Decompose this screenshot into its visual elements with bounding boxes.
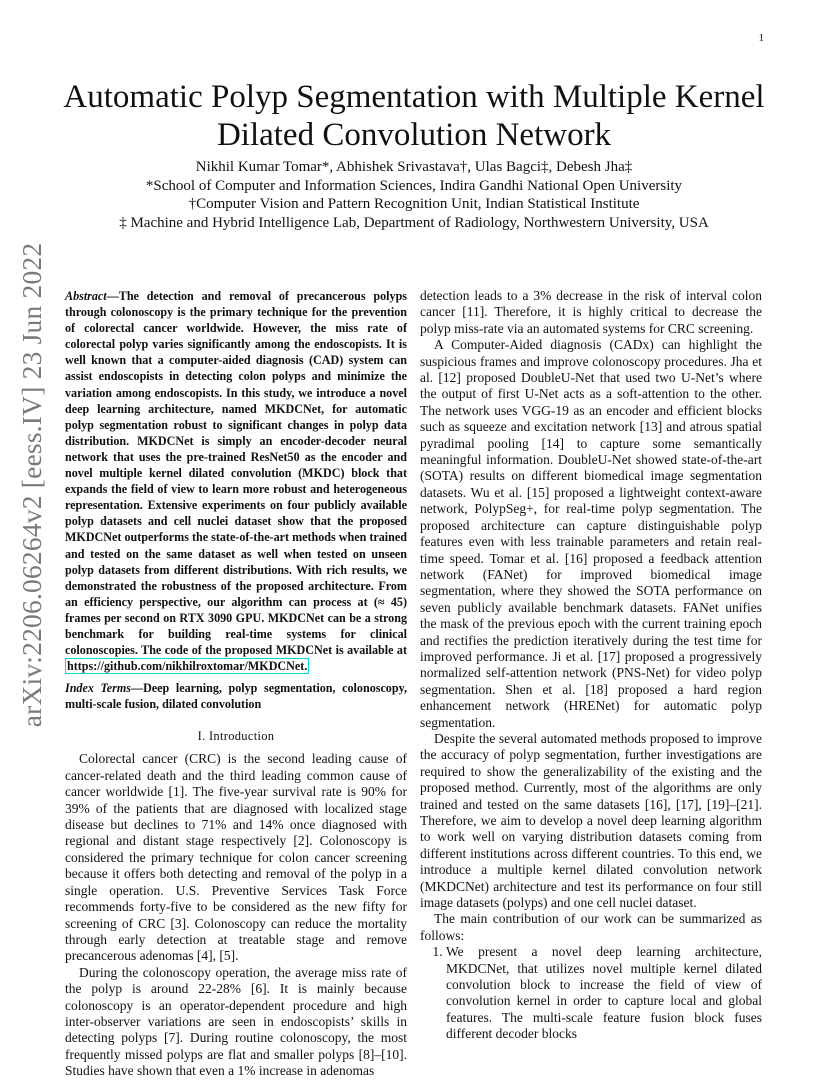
affiliation-1: *School of Computer and Information Sciences, Indira Gandhi National Open University <box>145 177 683 194</box>
index-terms-label: Index Terms <box>65 681 131 696</box>
arxiv-stamp-text: arXiv:2206.06264v2 [eess.IV] 23 Jun 2022 <box>16 242 47 728</box>
code-link[interactable]: https://github.com/nikhilroxtomar/MKDCNet. <box>67 659 308 674</box>
left-column <box>65 288 407 1080</box>
affiliation-2: †Computer Vision and Pattern Recognition Unit, Indian Statistical Institute <box>188 196 640 212</box>
right-column <box>420 288 762 1043</box>
index-terms <box>65 680 407 712</box>
page-number: 1 <box>758 32 764 44</box>
abstract-text: —The detection and removal of precancerous polyps through colonoscopy is the primary technique for the prevention of colorectal cancer worldwide. However, the miss rate of colorectal polyp varies significantly among the endoscopists. It is well known that a computer-aided diagnosis (CAD) system can assist endoscopists in detecting colon polyps and minimize the variation among endoscopists. In this study, we introduce a novel deep learning architecture, named MKDCNet, for automatic polyp segmentation robust to significant changes in polyp data distribution. MKDCNet is simply an encoder-decoder neural network that uses the pre-trained ResNet50 as the encoder and novel multiple kernel dilated convolution (MKDC) block that expands the field of view to learn more robust and heterogeneous representation. Extensive experiments on four publicly available polyp datasets and cell nuclei dataset show that the proposed MKDCNet outperforms the state-of-the-art methods when trained and tested on the same dataset as well when tested on unseen polyp datasets from different distributions. With rich results, we demonstrated the robustness of the proposed architecture. From an efficiency perspective, our algorithm can process at (≈ 45) frames per second on RTX 3090 GPU. MKDCNet can be a strong benchmark for building real-time systems for clinical colonoscopies. The code of the proposed MKDCNet is available at <box>65 289 407 658</box>
arxiv-stamp <box>10 242 54 728</box>
contribution-list <box>420 944 762 1042</box>
paragraph: During the colonoscopy operation, the average miss rate of the polyp is around 22-28% [6]. It is mainly because colonoscopy is an operator-dependent procedure and high inter-observer variations are seen in endoscopists’ skills in detecting polyps [7]. During routine colonoscopy, the most frequently missed polyps are flat and smaller polyps [8]–[10]. Studies have shown that even a 1% increase in adenomas <box>65 964 407 1079</box>
affiliation-3: ‡ Machine and Hybrid Intelligence Lab, Department of Radiology, Northwestern University, USA <box>119 214 709 231</box>
paper-title: Automatic Polyp Segmentation with Multiple Kernel Dilated Convolution Network <box>63 79 765 153</box>
section-heading: I. Introduction <box>197 729 275 744</box>
paragraph: Colorectal cancer (CRC) is the second leading cause of cancer-related death and the third leading common cause of cancer worldwide [1]. The five-year survival rate is 90% for 39% of the patients that are diagnosed with localized stage disease but declines to 71% and 14% once diagnosed with regional and distant stage respectively [2]. Colonoscopy is considered the primary technique for colon cancer screening because it offers both detecting and removal of the polyp in a single operation. U.S. Preventive Services Task Force recommends forty-five to be considered as the new fifty for screening of CRC [3]. Colonoscopy can reduce the mortality through early detection at treatable stage and remove precancerous adenomas [4], [5]. <box>65 751 407 964</box>
index-terms-text: —Deep learning, polyp segmentation, colonoscopy, multi-scale fusion, dilated convolution <box>65 681 407 712</box>
paragraph: Despite the several automated methods proposed to improve the accuracy of polyp segmentation, further investigations are required to show the generalizability of the existing and the proposed method. Currently, most of the algorithms are only trained and tested on the same datasets [16], [17], [19]–[21]. Therefore, we aim to develop a novel deep learning algorithm to work well on varying distribution datasets coming from different institutions across different countries. To this end, we introduce a multiple kernel dilated convolution network (MKDCNet) architecture and test its performance on four still image datasets (polyps) and one cell nuclei dataset. <box>420 730 762 911</box>
list-item: 1. We present a novel deep learning architecture, MKDCNet, that utilizes novel multiple kernel dilated convolution block to increase the field of view of convolution kernel in order to capture local and global features. The multi-scale feature fusion block fuses different decoder blocks <box>446 944 762 1042</box>
paragraph: A Computer-Aided diagnosis (CADx) can highlight the suspicious frames and improve colonoscopy procedures. Jha et al. [12] proposed DoubleU-Net that used two U-Net’s where the output of first U-Net acts as a soft-attention to the other. The network uses VGG-19 as an encoder and efficient blocks such as squeeze and excitation network [13] and atrous spatial pyradimal pooling [14] to capture some semantically meaningful information. DoubleU-Net showed state-of-the-art (SOTA) results on different biomedical image segmentation datasets. Wu et al. [15] proposed a lightweight context-aware network, PolypSeg+, for real-time polyp segmentation. The proposed architecture can capture distinguishable polyp features even with less trainable parameters and retain real-time speed. Tomar et al. [16] proposed a feedback attention network (FANet) for improved biomedical image segmentation, where they showed the SOTA performance on seven publicly available benchmark datasets. FANet unifies the mask of the previous epoch with the current training epoch and rectifies the prediction iteratively during the test time for improved performance. Ji et al. [17] proposed a progressively normalized self-attention network (PNS-Net) for video polyp segmentation. Shen et al. [18] proposed a hard region enhancement network (HRENet) for automatic polyp segmentation. <box>420 337 762 730</box>
abstract <box>65 288 407 674</box>
paragraph: The main contribution of our work can be summarized as follows: <box>420 911 762 943</box>
abstract-label: Abstract <box>65 289 107 303</box>
author-list: Nikhil Kumar Tomar*, Abhishek Srivastava†, Ulas Bagci‡, Debesh Jha‡ <box>195 159 633 175</box>
author-block <box>60 158 768 232</box>
paragraph: detection leads to a 3% decrease in the risk of interval colon cancer [11]. Therefore, it is highly critical to decrease the polyp miss-rate via an automated systems for CRC screening. <box>420 288 762 336</box>
